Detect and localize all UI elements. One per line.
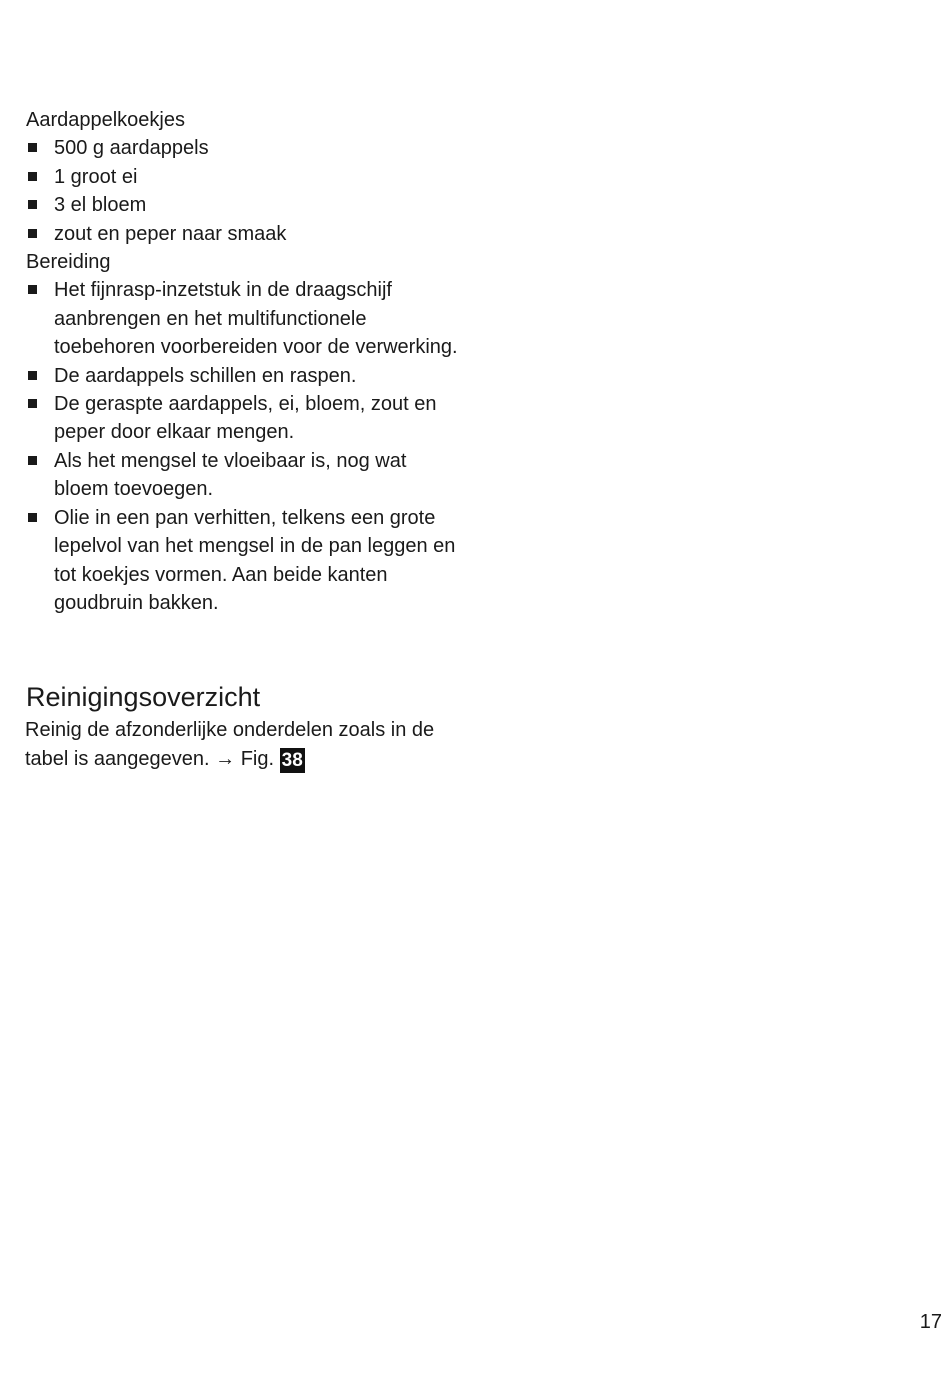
list-item [26,447,466,504]
recipe-title: Aardappelkoekjes [26,109,185,131]
list-item [26,163,466,191]
list-item [26,362,466,390]
ingredient-list [26,134,466,248]
square-bullet-icon [28,285,37,294]
figure-number-badge: 38 [281,750,303,771]
ingredient-text: 3 el bloem [54,194,147,217]
step-text: De aardappels schillen en raspen. [54,364,357,387]
cleaning-text: Reinig de afzonderlijke onderdelen zoals in de tabel is aangegeven. [25,719,435,770]
square-bullet-icon [28,371,37,380]
square-bullet-icon [28,399,37,408]
list-item [26,191,466,219]
square-bullet-icon [28,456,37,465]
ingredient-text: 1 groot ei [54,165,138,188]
ingredient-text: 500 g aardappels [54,137,209,160]
list-item [26,220,466,248]
ingredient-text: zout en peper naar smaak [54,222,287,245]
arrow-right-icon: → [215,748,236,770]
section-heading: Reinigingsoverzicht [26,682,261,712]
step-text: Olie in een pan verhitten, telkens een grote lepelvol van het mengsel in de pan leggen en tot koekjes vormen. Aan beide kanten goudbruin bakken. [54,506,456,614]
list-item [26,390,466,447]
step-text: Als het mengsel te vloeibaar is, nog wat bloem toevoegen. [54,449,407,501]
list-item [26,134,466,162]
step-text: De geraspte aardappels, ei, bloem, zout en peper door elkaar mengen. [54,393,437,444]
page-number: 17 [919,1311,942,1333]
square-bullet-icon [28,513,37,522]
preparation-heading: Bereiding [26,251,111,274]
square-bullet-icon [28,200,37,209]
cleaning-paragraph [25,716,465,774]
recipe-section [26,106,466,617]
square-bullet-icon [28,143,37,152]
square-bullet-icon [28,172,37,181]
list-item [26,504,466,618]
list-item [26,276,466,361]
step-text: Het fijnrasp-inzetstuk in de draagschijf aanbrengen en het multifunctionele toebehoren voorbereiden voor de verwerking. [54,279,458,359]
square-bullet-icon [28,229,37,238]
figure-label: Fig. [240,748,275,770]
step-list [26,276,466,617]
